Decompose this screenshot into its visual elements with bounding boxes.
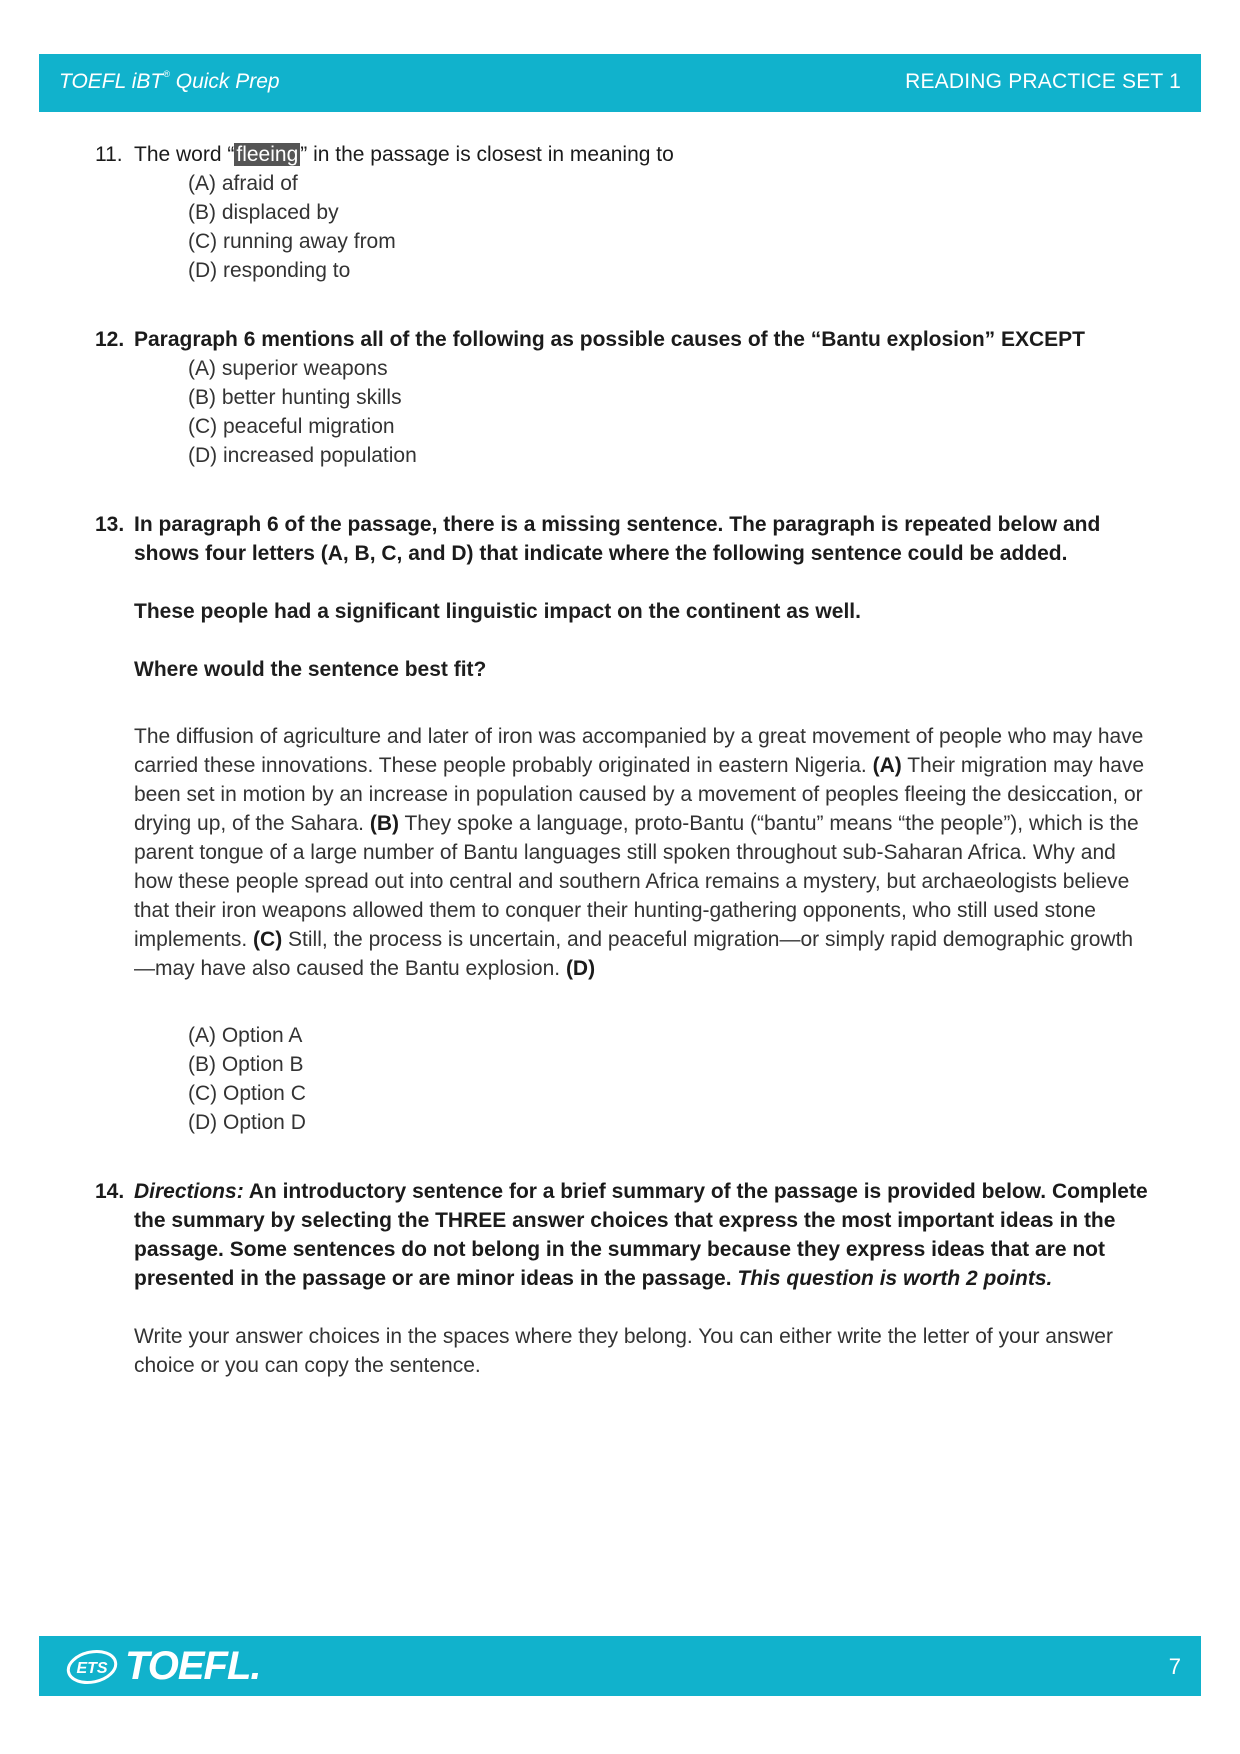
page-header: [39, 54, 1201, 112]
placement-prompt: Where would the sentence best fit?: [134, 658, 487, 681]
question-number: 12.: [95, 328, 125, 351]
question-11: [95, 140, 1175, 285]
question-number: 13.: [95, 513, 125, 536]
answer-options: [188, 1021, 1175, 1137]
highlighted-word: fleeing: [236, 143, 299, 166]
option-d[interactable]: (D) increased population: [188, 444, 417, 467]
section-title: READING PRACTICE SET 1: [905, 70, 1181, 93]
question-stem: 12. Paragraph 6 mentions all of the following as possible causes of the “Bantu explosion” EXCEPT: [95, 325, 1175, 354]
question-13: [95, 510, 1175, 1137]
option-c[interactable]: (C) Option C: [188, 1082, 306, 1105]
option-b[interactable]: (B) Option B: [188, 1053, 304, 1076]
page-footer: [39, 1636, 1201, 1696]
option-b[interactable]: (B) displaced by: [188, 201, 339, 224]
option-c[interactable]: (C) peaceful migration: [188, 415, 395, 438]
option-a[interactable]: (A) superior weapons: [188, 357, 388, 380]
question-14: [95, 1177, 1175, 1380]
header-title: TOEFL iBT® Quick Prep: [59, 69, 280, 93]
svg-text:ETS: ETS: [76, 1659, 108, 1677]
question-stem: 14. Directions: An introductory sentence for a brief summary of the passage is provided below. Complete the summary by selecting the THREE answer choices that express the most important ideas in the passage. Some sentences do not belong in the summary because they express ideas that are not presented in the passage or are minor ideas in the passage. This question is worth 2 points.: [95, 1177, 1175, 1293]
question-12: [95, 325, 1175, 470]
insertion-marker-a: (A): [872, 754, 902, 777]
insertion-marker-d: (D): [565, 957, 596, 980]
option-a[interactable]: (A) afraid of: [188, 172, 298, 195]
directions-label: Directions:: [134, 1180, 244, 1203]
ets-logo-icon: [65, 1647, 119, 1687]
logo-wordmark: TOEFL.: [125, 1644, 261, 1688]
option-a[interactable]: (A) Option A: [188, 1024, 303, 1047]
points-note: This question is worth 2 points.: [737, 1267, 1053, 1290]
instructions-note: Write your answer choices in the spaces where they belong. You can either write the letter of your answer choice or you can copy the sentence.: [134, 1325, 1113, 1377]
insertion-marker-b: (B): [369, 812, 399, 835]
option-b[interactable]: (B) better hunting skills: [188, 386, 402, 409]
passage-paragraph: The diffusion of agriculture and later of iron was accompanied by a great movement of people who may have carried these innovations. These people probably originated in eastern Nigeria. (A) Their migration may have been set in motion by an increase in population caused by a movement of peoples fleeing the desiccation, or drying up, of the Sahara. (B) They spoke a language, proto-Bantu (“bantu” means “the people”), which is the parent tongue of a large number of Bantu languages still spoken throughout sub-Saharan Africa. Why and how these people spread out into central and southern Africa remains a mystery, but archaeologists believe that their iron weapons allowed them to conquer their hunting-gathering opponents, who still used stone implements. (C) Still, the process is uncertain, and peaceful migration—or simply rapid demographic growth—may have also caused the Bantu explosion. (D): [134, 725, 1145, 980]
option-c[interactable]: (C) running away from: [188, 230, 396, 253]
insert-sentence: These people had a significant linguistic impact on the continent as well.: [134, 600, 861, 623]
answer-options: [188, 169, 1175, 285]
page-content: [95, 140, 1175, 1420]
question-number: 14.: [95, 1180, 125, 1203]
question-stem: 11. The word “fleeing” in the passage is closest in meaning to: [95, 140, 1175, 169]
page-number: 7: [1168, 1654, 1181, 1679]
question-stem: 13. In paragraph 6 of the passage, there is a missing sentence. The paragraph is repeated below and shows four letters (A, B, C, and D) that indicate where the following sentence could be added.: [95, 510, 1175, 568]
insertion-marker-c: (C): [253, 928, 283, 951]
toefl-logo: [65, 1644, 260, 1689]
option-d[interactable]: (D) responding to: [188, 259, 351, 282]
question-number: 11.: [95, 143, 123, 166]
option-d[interactable]: (D) Option D: [188, 1111, 306, 1134]
answer-options: [188, 354, 1175, 470]
